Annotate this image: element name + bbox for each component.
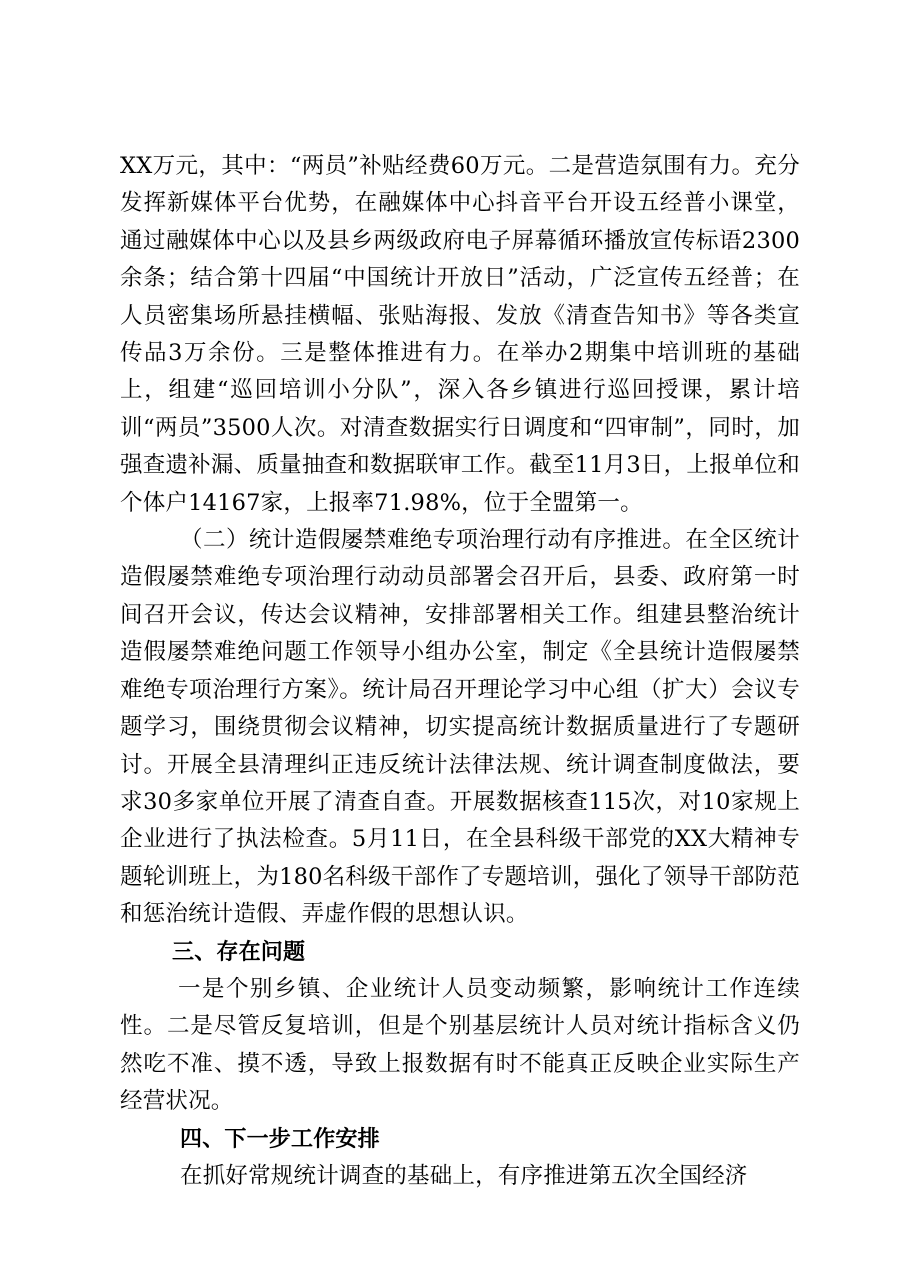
section-heading-problems: 三、存在问题 [172,939,306,965]
section-heading-next-steps: 四、下一步工作安排 [180,1126,380,1152]
paragraph-next-steps: 在抓好常规统计调查的基础上，有序推进第五次全国经济 [180,1162,748,1189]
paragraph-problems: 一是个别乡镇、企业统计人员变动频繁，影响统计工作连续性。二是尽管反复培训，但是个别基层统计人员对统计指标含义仍然吃不准、摸不透，导致上报数据有时不能真正反映企业实际生产经营状况。 [120,975,800,1115]
paragraph-fraud-governance [120,522,800,933]
paragraph-census-progress: XX万元，其中：“两员”补贴经费60万元。二是营造氛围有力。充分发挥新媒体平台优势，在融媒体中心抖音平台开设五经普小课堂，通过融媒体中心以及县乡两级政府电子屏幕循环播放宣传标语2300余条；结合第十四届“中国统计开放日”活动，广泛宣传五经普；在人员密集场所悬挂横幅、张贴海报、发放《清查告知书》等各类宣传品3万余份。三是整体推进有力。在举办2期集中培训班的基础上，组建“巡回培训小分队”，深入各乡镇进行巡回授课，累计培训“两员”3500人次。对清查数据实行日调度和“四审制”，同时，加强查遗补漏、质量抽查和数据联审工作。截至11月3日，上报单位和个体户14167家，上报率71.98%，位于全盟第一。 [120,153,800,516]
paragraph-body-text: 在全区统计造假屡禁难绝专项治理行动动员部署会召开后，县委、政府第一时间召开会议，传达会议精神，安排部署相关工作。组建县整治统计造假屡禁难绝问题工作领导小组办公室，制定《全县统计造假屡禁难绝专项治理行方案》。统计局召开理论学习中心组（扩大）会议专题学习，围绕贯彻会议精神，切实提高统计数据质量进行了专题研讨。开展全县清理纠正违反统计法律法规、统计调查制度做法，要求30多家单位开展了清查自查。开展数据核查115次，对10家规上企业进行了执法检查。5月11日，在全县科级干部党的XX大精神专题轮训班上，为180名科级干部作了专题培训，强化了领导干部防范和惩治统计造假、弄虚作假的思想认识。 [120,527,800,928]
document-body [120,148,800,1195]
paragraph-lead-sentence: （二）统计造假屡禁难绝专项治理行动有序推进。 [180,527,686,554]
